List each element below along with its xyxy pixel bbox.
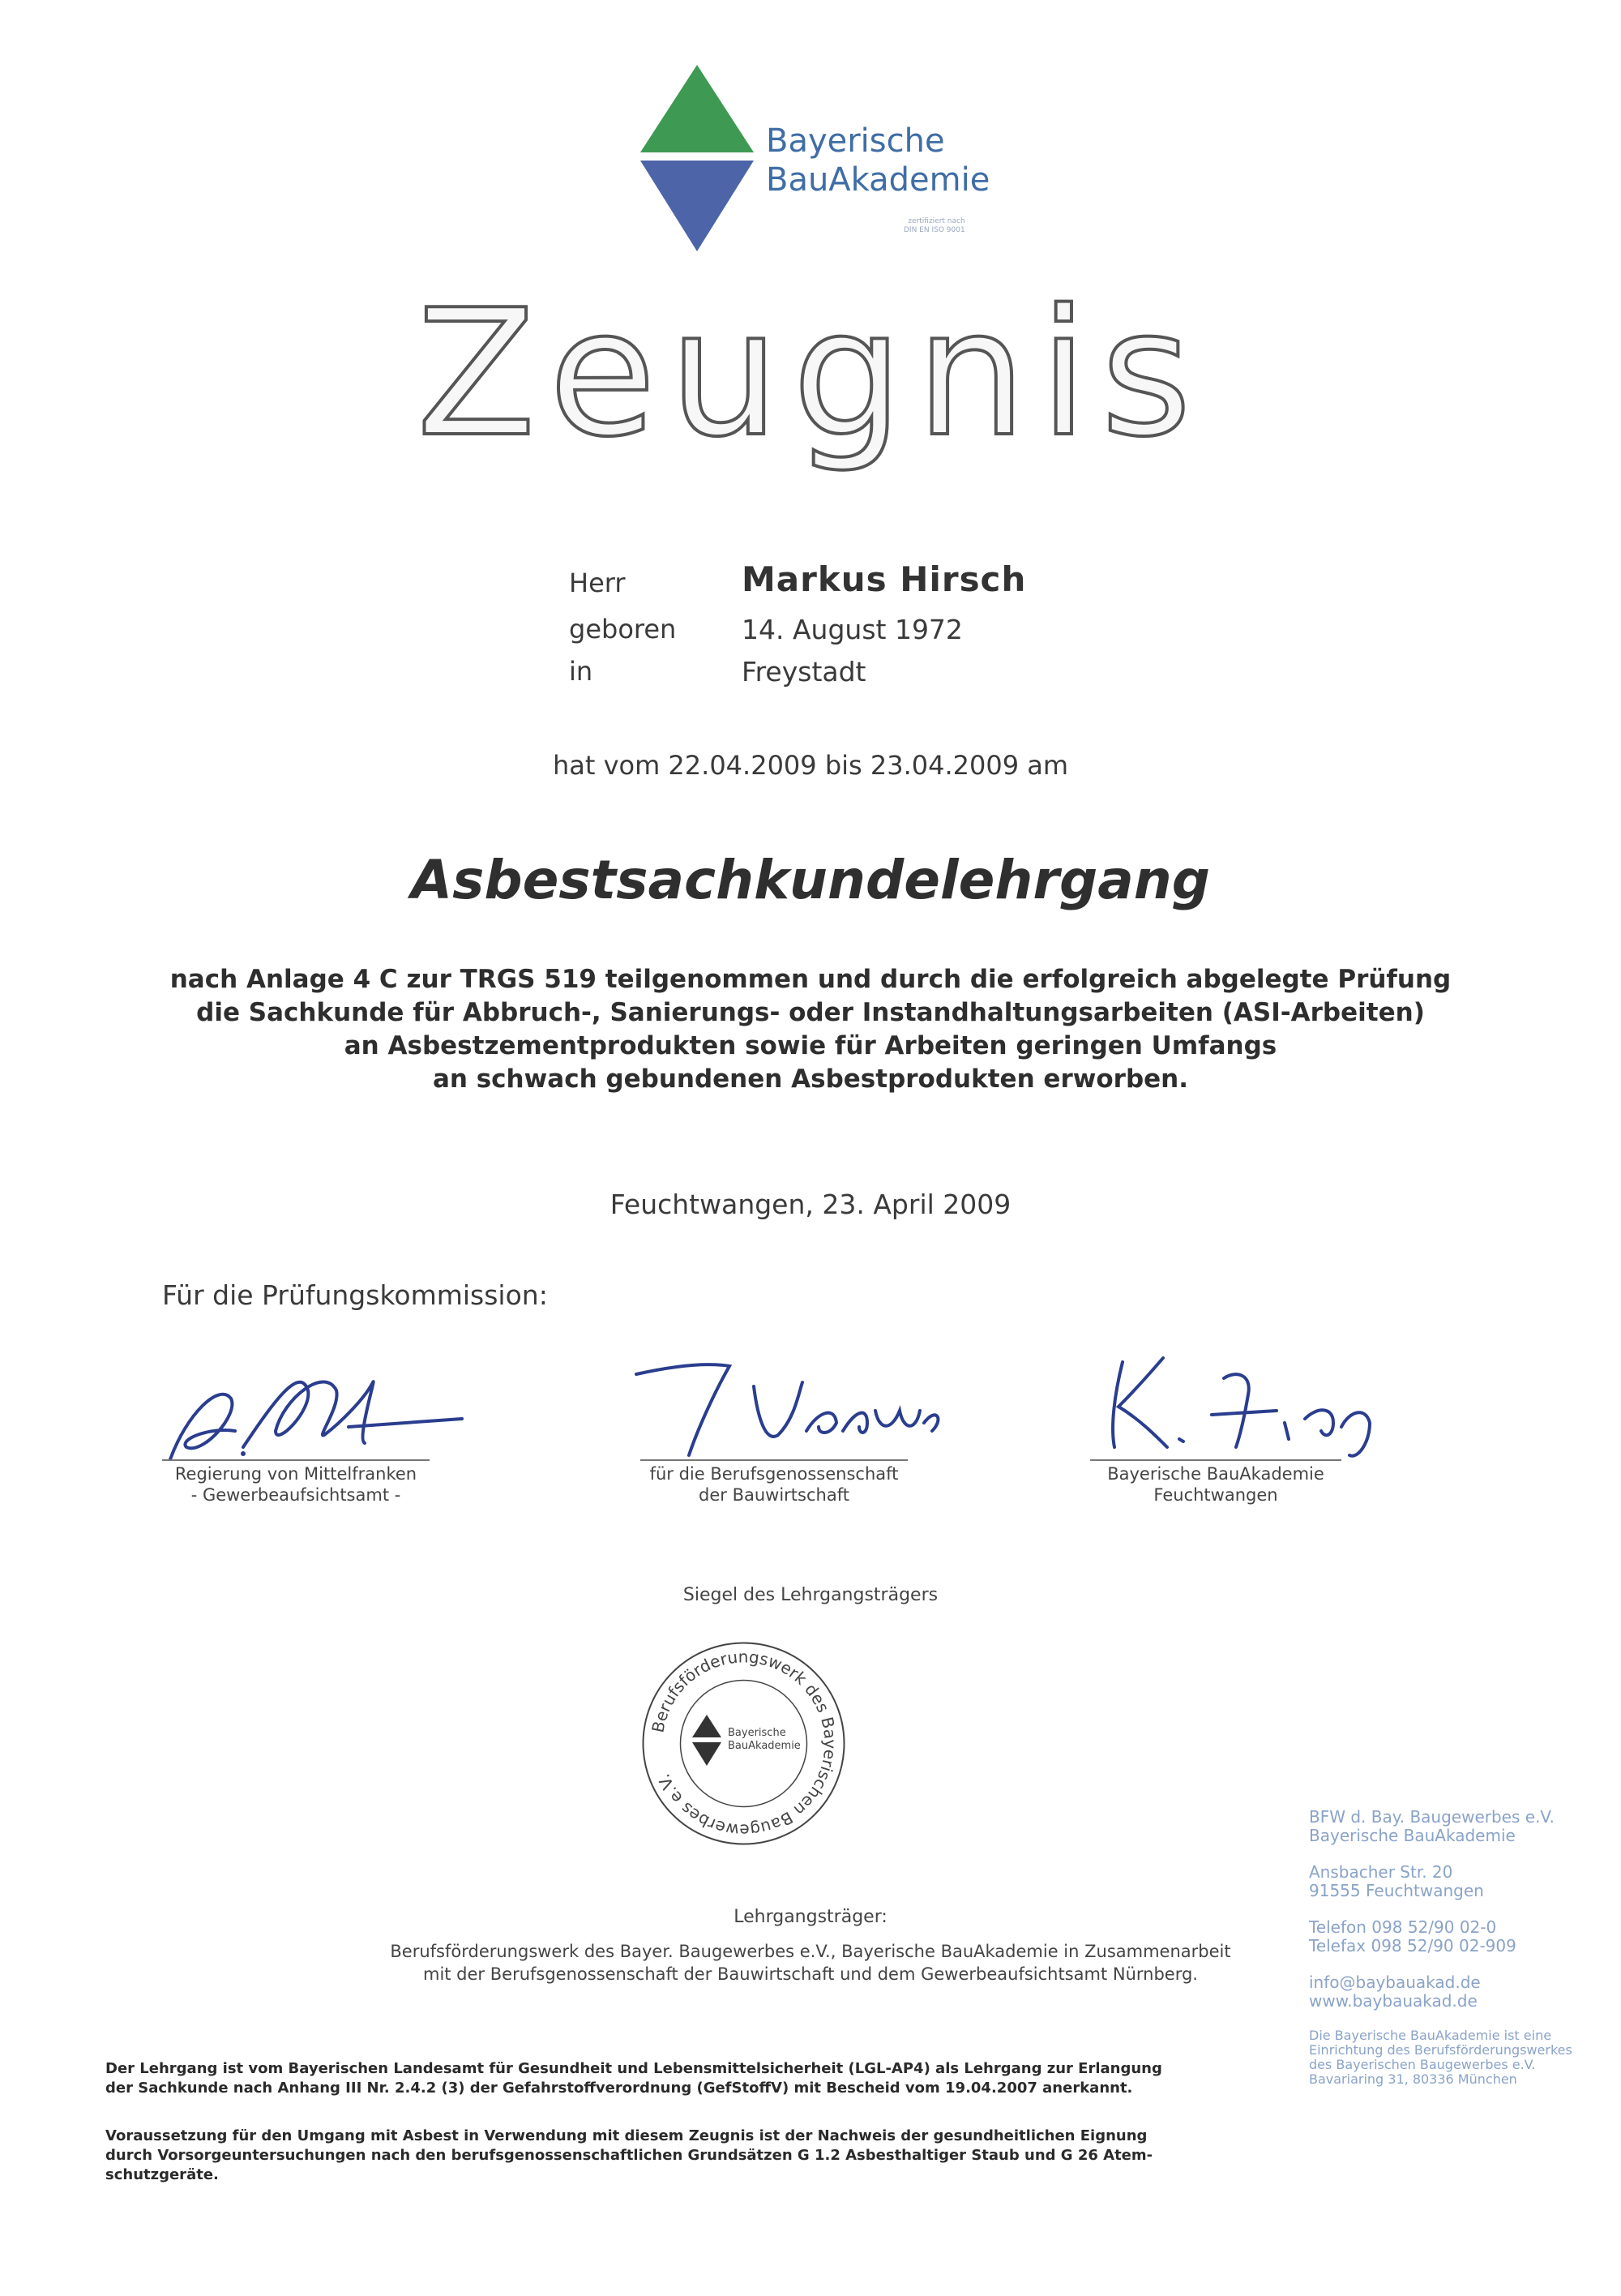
born-label: geboren [569, 614, 677, 645]
description-line: an schwach gebundenen Asbestprodukten erworben. [432, 1064, 1189, 1094]
born-value: 14. August 1972 [742, 614, 963, 645]
commission-label: Für die Prüfungskommission: [162, 1279, 548, 1311]
logo-certification [904, 217, 965, 235]
contact-fine: Die Bayerische BauAkademie ist eine [1309, 2028, 1552, 2043]
provider-line: Berufsförderungswerk des Bayer. Baugewerbes e.V., Bayerische BauAkademie in Zusammenarbeit [390, 1942, 1231, 1961]
signature-caption-line: für die Berufsgenossenschaft [649, 1464, 899, 1484]
contact-fine: Einrichtung des Berufsförderungswerkes [1309, 2042, 1572, 2058]
provider-line: mit der Berufsgenossenschaft der Bauwirtschaft und dem Gewerbeaufsichtsamt Nürnberg. [422, 1964, 1198, 1984]
salutation-label: Herr [569, 568, 626, 598]
signature-line [640, 1459, 908, 1461]
seal [640, 1640, 847, 1847]
note-line: durch Vorsorgeuntersuchungen nach den berufsgenossenschaftlichen Grundsätzen G 1.2 Asbesthaltiger Staub und G 26 Atem- [105, 2147, 1153, 2164]
logo-small-line1: zertifiziert nach [908, 217, 965, 225]
contact-web: www.baybauakad.de [1309, 1991, 1478, 2011]
contact-org: Bayerische BauAkademie [1309, 1826, 1516, 1845]
seal-logo-icon [692, 1715, 721, 1766]
requirement-note [105, 2127, 1256, 2185]
contact-block [1309, 1808, 1601, 2087]
contact-fine: Bavariaring 31, 80336 München [1309, 2071, 1517, 2087]
contact-phone: Telefon 098 52/90 02-0 [1309, 1917, 1497, 1937]
signature-caption-line: Bayerische BauAkademie [1107, 1464, 1324, 1484]
contact-fax: Telefax 098 52/90 02-909 [1309, 1936, 1516, 1955]
logo-small-line2: DIN EN ISO 9001 [904, 226, 965, 234]
signature-caption-line: Feuchtwangen [1153, 1485, 1278, 1505]
signature-line [1090, 1459, 1341, 1461]
signature-3 [1090, 1346, 1398, 1467]
course-description [0, 963, 1621, 1096]
birthplace-value: Freystadt [742, 656, 866, 688]
description-line: die Sachkunde für Abbruch-, Sanierungs- oder Instandhaltungsarbeiten (ASI-Arbeiten) [196, 998, 1425, 1027]
seal-center-line1: Bayerische [728, 1727, 786, 1739]
contact-street: Ansbacher Str. 20 [1309, 1862, 1453, 1882]
title-text: Zeugnis [416, 288, 1205, 474]
seal-center-line2: BauAkademie [728, 1740, 801, 1752]
contact-fine: des Bayerischen Baugewerbes e.V. [1309, 2057, 1536, 2072]
logo-name-line1: Bayerische [766, 122, 945, 160]
note-line: der Sachkunde nach Anhang III Nr. 2.4.2 (3) der Gefahrstoffverordnung (GefStoffV) mit Bescheid vom 19.04.2007 anerkannt. [105, 2080, 1133, 2097]
description-line: nach Anlage 4 C zur TRGS 519 teilgenommen und durch die erfolgreich abgelegte Prüfung [169, 965, 1452, 994]
signature-line [162, 1459, 430, 1461]
accreditation-note [105, 2059, 1256, 2098]
note-line: Voraussetzung für den Umgang mit Asbest in Verwendung mit diesem Zeugnis ist der Nachweis der gesundheitlichen Eignung [105, 2127, 1148, 2144]
logo-name-line2: BauAkademie [766, 161, 990, 199]
signature-caption-line: der Bauwirtschaft [699, 1485, 849, 1505]
note-line: Der Lehrgang ist vom Bayerischen Landesamt für Gesundheit und Lebensmittelsicherheit (LGL-AP4) als Lehrgang zur Erlangung [105, 2060, 1162, 2077]
person-name: Markus Hirsch [742, 559, 1027, 599]
seal-ring-text: Berufsförderungswerk des Bayerischen Baugewerbes e.V. [648, 1647, 840, 1840]
logo-triangles-icon [640, 65, 754, 255]
document-title [0, 288, 1621, 474]
course-title: Asbestsachkundelehrgang [411, 849, 1210, 911]
place-date: Feuchtwangen, 23. April 2009 [609, 1189, 1012, 1220]
course-period: hat vom 22.04.2009 bis 23.04.2009 am [552, 750, 1069, 781]
signature-caption-line: - Gewerbeaufsichtsamt - [190, 1485, 401, 1505]
seal-caption: Siegel des Lehrgangsträgers [682, 1585, 939, 1605]
logo-name [766, 122, 990, 199]
contact-city: 91555 Feuchtwangen [1309, 1881, 1484, 1900]
signature-1 [154, 1350, 478, 1471]
note-line: schutzgeräte. [105, 2166, 219, 2183]
provider-label: Lehrgangsträger: [734, 1907, 887, 1927]
signature-3-caption [1062, 1463, 1370, 1506]
signature-2-caption [616, 1463, 932, 1506]
description-line: an Asbestzementprodukten sowie für Arbeiten geringen Umfangs [344, 1031, 1277, 1060]
signature-1-caption [138, 1463, 454, 1506]
contact-email: info@baybauakad.de [1309, 1973, 1481, 1992]
signature-caption-line: Regierung von Mittelfranken [174, 1464, 417, 1484]
signature-2 [624, 1354, 948, 1467]
in-label: in [569, 656, 593, 687]
contact-org: BFW d. Bay. Baugewerbes e.V. [1309, 1807, 1555, 1827]
